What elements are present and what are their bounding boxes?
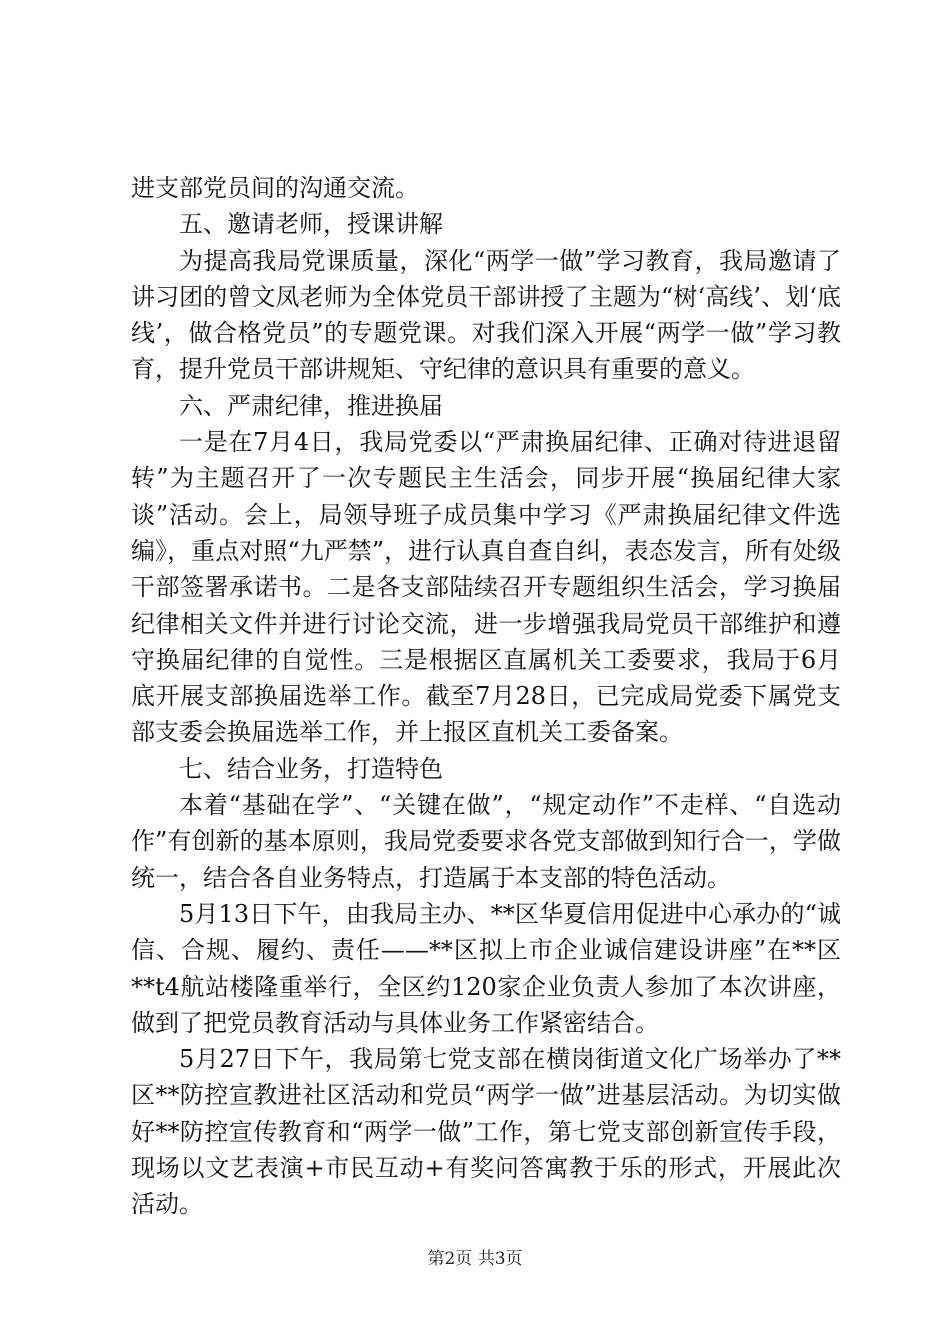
document-body (131, 170, 841, 1223)
paragraph-lecture: 为提高我局党课质量，深化“两学一做”学习教育，我局邀请了讲习团的曾文凤老师为全体党员干部讲授了主题为“树‘高线’、划‘底线’，做合格党员”的专题党课。对我们深入开展“两学一做”学习教育，提升党员干部讲规矩、守纪律的意识具有重要的意义。 (131, 246, 841, 384)
paragraph-may-13: 5月13日下午，由我局主办、**区华夏信用促进中心承办的“诚信、合规、履约、责任——**区拟上市企业诚信建设讲座”在**区**t4航站楼隆重举行，全区约120家企业负责人参加了本次讲座，做到了把党员教育活动与具体业务工作紧密结合。 (131, 899, 841, 1037)
section-heading-5: 五、邀请老师，授课讲解 (179, 210, 443, 239)
paragraph-principles: 本着“基础在学”、“关键在做”，“规定动作”不走样、“自选动作”有创新的基本原则，我局党委要求各党支部做到知行合一，学做统一，结合各自业务特点，打造属于本支部的特色活动。 (131, 791, 841, 892)
paragraph-continuation: 进支部党员间的沟通交流。 (131, 174, 419, 202)
paragraph-may-27: 5月27日下午，我局第七党支部在横岗街道文化广场举办了**区**防控宣教进社区活动和党员“两学一做”进基层活动。为切实做好**防控宣传教育和“两学一做”工作，第七党支部创新宣传手段，现场以文艺表演+市民互动+有奖问答寓教于乐的形式，开展此次活动。 (131, 1045, 841, 1219)
section-heading-6: 六、严肃纪律，推进换届 (179, 391, 443, 420)
page-footer: 第2页 共3页 (427, 1249, 523, 1269)
paragraph-discipline: 一是在7月4日，我局党委以“严肃换届纪律、正确对待进退留转”为主题召开了一次专题民主生活会，同步开展“换届纪律大家谈”活动。会上，局领导班子成员集中学习《严肃换届纪律文件选编》，重点对照“九严禁”，进行认真自查自纠，表态发言，所有处级干部签署承诺书。二是各支部陆续召开专题组织生活会，学习换届纪律相关文件并进行讨论交流，进一步增强我局党员干部维护和遵守换届纪律的自觉性。三是根据区直属机关工委要求，我局于6月底开展支部换届选举工作。截至7月28日，已完成局党委下属党支部支委会换届选举工作，并上报区直机关工委备案。 (131, 428, 841, 747)
section-heading-7: 七、结合业务，打造特色 (179, 754, 443, 783)
